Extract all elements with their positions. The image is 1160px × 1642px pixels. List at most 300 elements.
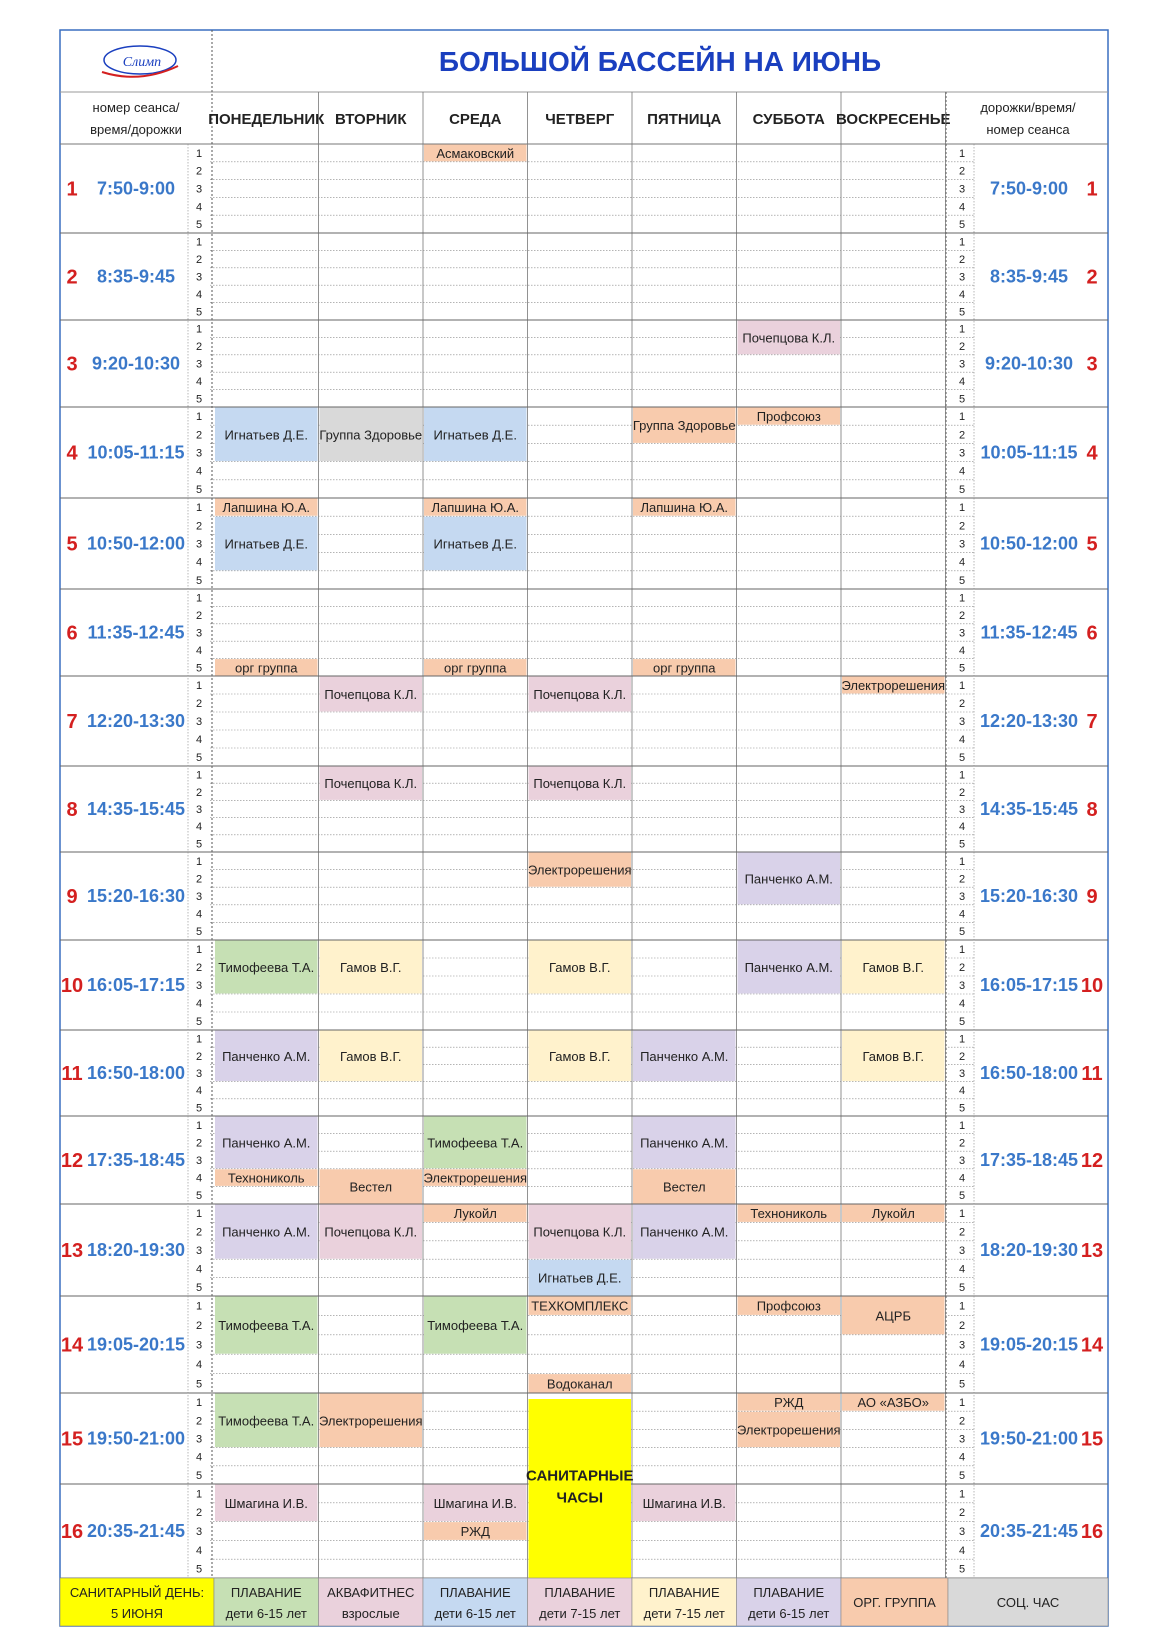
lane-number-right: 1 (958, 1033, 966, 1046)
booking-label: Лукойл (871, 1206, 915, 1222)
booking-label: Электрорешения (318, 1413, 423, 1429)
lane-number-left: 1 (195, 1488, 203, 1501)
lane-number-left: 5 (195, 1190, 203, 1203)
lane-number-left: 1 (195, 1208, 203, 1221)
lane-number-right: 2 (958, 1050, 966, 1063)
session-number-right: 7 (1086, 711, 1098, 733)
lane-number-right: 4 (958, 556, 966, 569)
lane-number-right: 5 (958, 574, 966, 587)
session-number-left: 13 (60, 1240, 84, 1262)
booking-label: Панченко А.М. (640, 1135, 729, 1151)
session-number-left: 16 (60, 1521, 84, 1543)
lane-number-left: 4 (195, 556, 203, 569)
lane-number-left: 4 (195, 1085, 203, 1098)
lane-number-right: 4 (958, 1263, 966, 1276)
lane-number-right: 1 (958, 769, 966, 782)
session-number-left: 3 (66, 353, 78, 376)
lane-number-right: 3 (958, 358, 966, 371)
booking-label: Гамов В.Г. (339, 1048, 402, 1064)
booking-label: Асмаковский (436, 145, 515, 161)
session-time-right: 19:50-21:00 (979, 1428, 1079, 1449)
lane-number-left: 5 (195, 752, 203, 764)
lane-number-right: 1 (958, 1119, 966, 1132)
lane-number-right: 4 (958, 201, 966, 214)
lane-number-left: 3 (195, 1526, 203, 1538)
lane-number-left: 4 (195, 1544, 203, 1557)
lane-number-left: 5 (195, 1016, 203, 1028)
lane-number-right: 3 (958, 1068, 966, 1080)
lane-number-left: 5 (195, 306, 203, 319)
lane-number-left: 2 (195, 786, 203, 799)
lane-number-left: 1 (195, 1033, 203, 1046)
lane-number-left: 4 (195, 644, 203, 657)
session-time-left: 19:05-20:15 (86, 1334, 186, 1355)
legend-line1: СОЦ. ЧАС (996, 1595, 1060, 1610)
day-header-5: СУББОТА (752, 111, 825, 128)
lane-number-left: 4 (195, 1358, 203, 1371)
lane-number-right: 3 (958, 1526, 966, 1538)
lane-number-right: 4 (958, 375, 966, 388)
booking-label: Панченко А.М. (744, 871, 833, 887)
lane-number-right: 3 (958, 183, 966, 196)
left-header-line1: номер сеанса/ (92, 100, 180, 115)
lane-number-right: 2 (958, 962, 966, 974)
session-number-right: 1 (1086, 178, 1098, 201)
lane-number-right: 5 (958, 926, 966, 939)
lane-number-right: 5 (958, 1016, 966, 1028)
session-number-left: 9 (66, 886, 78, 908)
lane-number-left: 1 (195, 411, 203, 424)
lane-number-left: 1 (195, 1119, 203, 1132)
lane-number-right: 4 (958, 1358, 966, 1371)
lane-number-right: 5 (958, 483, 966, 496)
lane-number-left: 5 (195, 662, 203, 675)
session-time-right: 16:05-17:15 (979, 975, 1079, 995)
lane-number-right: 3 (958, 716, 966, 728)
lane-number-right: 1 (958, 1208, 966, 1221)
lane-number-left: 2 (195, 1137, 203, 1150)
lane-number-right: 2 (958, 1507, 966, 1520)
lane-number-right: 3 (958, 447, 966, 460)
lane-number-left: 4 (195, 1263, 203, 1276)
lane-number-left: 3 (195, 716, 203, 728)
session-time-right: 19:05-20:15 (979, 1334, 1079, 1355)
lane-number-right: 1 (958, 1300, 966, 1313)
lane-number-right: 1 (958, 502, 966, 515)
lane-number-right: 5 (958, 1190, 966, 1203)
session-time-right: 16:50-18:00 (979, 1063, 1079, 1083)
booking-label: Панченко А.М. (640, 1048, 729, 1064)
lane-number-left: 3 (195, 183, 203, 196)
session-number-left: 15 (60, 1428, 84, 1451)
session-number-left: 8 (66, 799, 78, 821)
lane-number-right: 3 (958, 804, 966, 816)
lane-number-right: 2 (958, 341, 966, 354)
booking-label: Шмагина И.В. (642, 1495, 726, 1511)
lane-number-right: 3 (958, 1245, 966, 1257)
booking-label: АЦРБ (875, 1308, 911, 1324)
lane-number-left: 3 (195, 271, 203, 284)
session-time-left: 8:35-9:45 (96, 266, 176, 287)
session-time-left: 17:35-18:45 (86, 1150, 186, 1170)
lane-number-left: 4 (195, 821, 203, 834)
lane-number-right: 2 (958, 610, 966, 623)
lane-number-right: 4 (958, 734, 966, 746)
booking-label: Гамов В.Г. (548, 960, 611, 975)
session-time-left: 16:05-17:15 (86, 975, 186, 995)
legend-line2: дети 7-15 лет (539, 1606, 621, 1621)
session-number-right: 12 (1080, 1150, 1104, 1172)
lane-number-left: 2 (195, 165, 203, 178)
session-time-left: 16:50-18:00 (86, 1063, 186, 1083)
lane-number-left: 3 (195, 1339, 203, 1352)
lane-number-right: 1 (958, 411, 966, 424)
booking-label: Игнатьев Д.Е. (538, 1270, 622, 1286)
lane-number-left: 2 (195, 1050, 203, 1063)
session-time-right: 11:35-12:45 (980, 622, 1078, 643)
session-number-right: 2 (1086, 266, 1098, 289)
legend-line1: ПЛАВАНИЕ (230, 1585, 302, 1600)
booking-label: Гамов В.Г. (548, 1048, 611, 1064)
booking-label: Профсоюз (756, 409, 821, 425)
lane-number-right: 4 (958, 644, 966, 657)
session-time-right: 10:50-12:00 (979, 533, 1079, 554)
booking-label: Панченко А.М. (222, 1135, 311, 1151)
session-time-right: 12:20-13:30 (979, 711, 1079, 731)
lane-number-right: 3 (958, 271, 966, 284)
booking-label: Вестел (349, 1179, 393, 1195)
lane-number-left: 2 (195, 520, 203, 533)
lane-number-right: 2 (958, 873, 966, 886)
booking-label: Технониколь (227, 1170, 305, 1186)
session-time-right: 17:35-18:45 (979, 1150, 1079, 1170)
legend-line1: ПЛАВАНИЕ (544, 1585, 616, 1600)
booking-label: Почепцова К.Л. (324, 776, 418, 792)
session-time-left: 12:20-13:30 (86, 711, 186, 731)
lane-number-left: 4 (195, 1172, 203, 1185)
left-header-line2: время/дорожки (90, 122, 182, 137)
booking-label: Почепцова К.Л. (742, 330, 836, 346)
booking-label: Группа Здоровье (632, 418, 736, 434)
lane-number-right: 1 (958, 323, 966, 336)
session-number-right: 15 (1080, 1428, 1104, 1451)
lane-number-right: 4 (958, 1085, 966, 1098)
session-time-left: 18:20-19:30 (86, 1240, 186, 1260)
lane-number-right: 3 (958, 1339, 966, 1352)
lane-number-left: 1 (195, 592, 203, 605)
session-time-left: 15:20-16:30 (86, 886, 186, 906)
booking-label: Почепцова К.Л. (533, 687, 627, 702)
lane-number-right: 5 (958, 662, 966, 675)
lane-number-right: 2 (958, 1226, 966, 1239)
lane-number-left: 5 (195, 1281, 203, 1294)
lane-number-right: 5 (958, 1563, 966, 1576)
session-time-left: 14:35-15:45 (86, 799, 186, 819)
booking-label: Электрорешения (736, 1422, 841, 1438)
session-number-right: 8 (1086, 799, 1098, 821)
booking-label: РЖД (460, 1524, 490, 1539)
session-number-right: 13 (1080, 1240, 1104, 1262)
session-number-left: 10 (60, 975, 84, 997)
sanitary-hours-block (529, 1399, 632, 1578)
day-header-2: СРЕДА (449, 111, 502, 128)
session-number-left: 1 (66, 178, 78, 201)
lane-number-left: 1 (195, 236, 203, 249)
booking-label: Лапшина Ю.А. (640, 500, 729, 516)
legend-line1: САНИТАРНЫЙ ДЕНЬ: (69, 1585, 205, 1600)
page-title: БОЛЬШОЙ БАССЕЙН НА ИЮНЬ (438, 46, 882, 77)
lane-number-left: 3 (195, 1433, 203, 1446)
lane-number-left: 1 (195, 944, 203, 956)
lane-number-right: 2 (958, 1415, 966, 1428)
booking-label: Тимофеева Т.А. (218, 1413, 315, 1429)
lane-number-right: 4 (958, 908, 966, 921)
lane-number-left: 3 (195, 1245, 203, 1257)
booking-label: Тимофеева Т.А. (427, 1318, 524, 1334)
lane-number-left: 2 (195, 698, 203, 710)
lane-number-right: 5 (958, 838, 966, 851)
lane-number-right: 5 (958, 752, 966, 764)
lane-number-right: 3 (958, 980, 966, 992)
booking-label: Лапшина Ю.А. (431, 500, 520, 516)
lane-number-left: 1 (195, 323, 203, 336)
lane-number-right: 5 (958, 1102, 966, 1115)
lane-number-left: 5 (195, 1563, 203, 1576)
day-header-4: ПЯТНИЦА (647, 111, 722, 128)
lane-number-right: 1 (958, 855, 966, 868)
lane-number-right: 2 (958, 429, 966, 442)
session-time-right: 10:05-11:15 (980, 442, 1078, 463)
lane-number-right: 2 (958, 1137, 966, 1150)
right-header-line1: дорожки/время/ (980, 100, 1076, 115)
session-number-left: 5 (66, 533, 78, 556)
lane-number-left: 2 (195, 962, 203, 974)
session-time-left: 9:20-10:30 (91, 353, 181, 374)
legend-line2: дети 6-15 лет (434, 1606, 516, 1621)
session-time-right: 20:35-21:45 (979, 1521, 1079, 1541)
lane-number-left: 3 (195, 891, 203, 903)
lane-number-left: 2 (195, 1507, 203, 1520)
legend-line2: 5 ИЮНЯ (110, 1606, 164, 1621)
lane-number-right: 5 (958, 306, 966, 319)
booking-label: Почепцова К.Л. (533, 776, 627, 792)
lane-number-right: 5 (958, 219, 966, 232)
booking-label: Игнатьев Д.Е. (433, 536, 517, 552)
lane-number-left: 4 (195, 288, 203, 301)
lane-number-right: 1 (958, 1488, 966, 1501)
booking-label: орг группа (235, 660, 298, 676)
session-number-left: 14 (60, 1334, 84, 1357)
booking-label: АО «АЗБО» (857, 1395, 929, 1411)
session-number-left: 12 (60, 1150, 84, 1172)
session-time-left: 19:50-21:00 (86, 1428, 186, 1449)
lane-number-left: 4 (195, 375, 203, 388)
lane-number-left: 1 (195, 1397, 203, 1410)
lane-number-right: 4 (958, 1451, 966, 1464)
legend-line1: ПЛАВАНИЕ (753, 1585, 825, 1600)
right-header-line2: номер сеанса (986, 122, 1070, 137)
booking-label: ТЕХКОМПЛЕКС (531, 1298, 629, 1314)
session-time-right: 15:20-16:30 (979, 886, 1079, 906)
lane-number-right: 5 (958, 393, 966, 406)
session-number-right: 14 (1080, 1334, 1104, 1357)
lane-number-left: 4 (195, 908, 203, 921)
session-number-left: 2 (66, 266, 78, 289)
booking-label: Вестел (662, 1179, 706, 1195)
lane-number-right: 2 (958, 520, 966, 533)
lane-number-right: 1 (958, 1397, 966, 1410)
session-time-right: 9:20-10:30 (984, 353, 1074, 374)
booking-label: Панченко А.М. (222, 1224, 311, 1240)
legend-line2: дети 6-15 лет (748, 1606, 830, 1621)
session-time-right: 8:35-9:45 (989, 266, 1069, 287)
lane-number-left: 3 (195, 358, 203, 371)
lane-number-left: 2 (195, 341, 203, 354)
lane-number-left: 4 (195, 1451, 203, 1464)
lane-number-left: 1 (195, 502, 203, 515)
booking-label: Панченко А.М. (640, 1224, 729, 1240)
lane-number-left: 4 (195, 201, 203, 214)
day-header-1: ВТОРНИК (335, 111, 407, 128)
lane-number-left: 2 (195, 254, 203, 267)
session-number-right: 5 (1086, 533, 1098, 556)
lane-number-right: 2 (958, 1320, 966, 1333)
day-header-3: ЧЕТВЕРГ (545, 111, 615, 128)
lane-number-right: 3 (958, 538, 966, 551)
booking-label: Гамов В.Г. (862, 960, 925, 975)
booking-label: Тимофеева Т.А. (427, 1135, 524, 1151)
booking-label: Электрорешения (841, 678, 946, 693)
lane-number-left: 5 (195, 219, 203, 232)
lane-number-left: 2 (195, 873, 203, 886)
session-number-right: 6 (1086, 622, 1098, 645)
booking-label: Шмагина И.В. (433, 1495, 517, 1511)
lane-number-right: 4 (958, 1544, 966, 1557)
lane-number-right: 2 (958, 786, 966, 799)
day-header-6: ВОСКРЕСЕНЬЕ (835, 111, 951, 128)
lane-number-left: 2 (195, 1226, 203, 1239)
lane-number-left: 5 (195, 1378, 203, 1391)
lane-number-left: 5 (195, 1469, 203, 1482)
lane-number-right: 1 (958, 680, 966, 692)
lane-number-left: 2 (195, 1320, 203, 1333)
lane-number-left: 1 (195, 680, 203, 692)
legend-line1: ПЛАВАНИЕ (439, 1585, 511, 1600)
session-number-right: 11 (1081, 1063, 1103, 1085)
session-time-left: 10:50-12:00 (86, 533, 186, 554)
lane-number-left: 4 (195, 998, 203, 1010)
lane-number-left: 5 (195, 483, 203, 496)
lane-number-right: 5 (958, 1378, 966, 1391)
lane-number-right: 2 (958, 254, 966, 267)
session-number-right: 9 (1086, 886, 1098, 908)
booking-label: Гамов В.Г. (862, 1048, 925, 1064)
lane-number-right: 4 (958, 821, 966, 834)
lane-number-left: 1 (195, 769, 203, 782)
session-number-left: 4 (66, 442, 78, 465)
lane-number-left: 2 (195, 1415, 203, 1428)
booking-label: Шмагина И.В. (224, 1495, 308, 1511)
session-number-right: 10 (1080, 975, 1104, 997)
booking-label: орг группа (444, 660, 507, 676)
session-time-right: 18:20-19:30 (979, 1240, 1079, 1260)
lane-number-right: 3 (958, 1433, 966, 1446)
lane-number-right: 1 (958, 592, 966, 605)
booking-label: Лукойл (453, 1206, 497, 1222)
booking-label: Игнатьев Д.Е. (224, 536, 308, 552)
legend-line2: дети 7-15 лет (643, 1606, 725, 1621)
session-number-right: 16 (1080, 1521, 1104, 1543)
lane-number-right: 5 (958, 1469, 966, 1482)
lane-number-right: 2 (958, 165, 966, 178)
booking-label: Группа Здоровье (319, 427, 423, 443)
lane-number-left: 2 (195, 610, 203, 623)
session-number-left: 6 (66, 622, 78, 645)
lane-number-right: 4 (958, 465, 966, 478)
lane-number-left: 1 (195, 855, 203, 868)
legend-line2: дети 6-15 лет (225, 1606, 307, 1621)
lane-number-right: 1 (958, 147, 966, 160)
session-time-right: 7:50-9:00 (989, 178, 1069, 199)
lane-number-left: 3 (195, 1068, 203, 1080)
lane-number-right: 5 (958, 1281, 966, 1294)
booking-label: Технониколь (750, 1206, 828, 1222)
legend-line1: ПЛАВАНИЕ (648, 1585, 720, 1600)
booking-label: Почепцова К.Л. (324, 687, 418, 702)
booking-label: Водоканал (546, 1376, 613, 1392)
legend-line1: ОРГ. ГРУППА (853, 1595, 936, 1610)
booking-label: Электрорешения (527, 862, 632, 878)
session-number-right: 4 (1086, 442, 1098, 465)
lane-number-right: 1 (958, 236, 966, 249)
sanitary-hours-line2: ЧАСЫ (556, 1489, 604, 1507)
lane-number-right: 3 (958, 1155, 966, 1167)
legend-line2: взрослые (341, 1606, 400, 1621)
lane-number-right: 4 (958, 1172, 966, 1185)
booking-label: Почепцова К.Л. (533, 1224, 627, 1240)
lane-number-left: 5 (195, 838, 203, 851)
legend-line1: АКВАФИТНЕС (327, 1585, 415, 1600)
lane-number-left: 3 (195, 627, 203, 640)
sanitary-hours-line1: САНИТАРНЫЕ (526, 1467, 634, 1485)
session-time-right: 14:35-15:45 (979, 799, 1079, 819)
booking-label: Почепцова К.Л. (324, 1224, 418, 1240)
lane-number-right: 4 (958, 998, 966, 1010)
booking-label: Лапшина Ю.А. (222, 500, 311, 516)
lane-number-left: 5 (195, 926, 203, 939)
day-header-0: ПОНЕДЕЛЬНИК (208, 111, 325, 128)
booking-label: Игнатьев Д.Е. (433, 427, 517, 443)
booking-label: Панченко А.М. (222, 1048, 311, 1064)
session-number-left: 7 (66, 711, 78, 733)
lane-number-right: 2 (958, 698, 966, 710)
lane-number-right: 1 (958, 944, 966, 956)
booking-label: Электрорешения (423, 1170, 528, 1186)
lane-number-left: 3 (195, 980, 203, 992)
lane-number-left: 3 (195, 447, 203, 460)
booking-label: РЖД (774, 1395, 804, 1411)
session-time-left: 20:35-21:45 (86, 1521, 186, 1541)
booking-label: Гамов В.Г. (339, 960, 402, 975)
booking-label: Панченко А.М. (744, 960, 833, 975)
session-number-right: 3 (1086, 353, 1098, 376)
lane-number-left: 3 (195, 538, 203, 551)
booking-label: Тимофеева Т.А. (218, 960, 315, 975)
logo-text: Слимп (122, 55, 162, 70)
lane-number-left: 5 (195, 393, 203, 406)
lane-number-right: 3 (958, 891, 966, 903)
session-number-left: 11 (61, 1063, 83, 1085)
